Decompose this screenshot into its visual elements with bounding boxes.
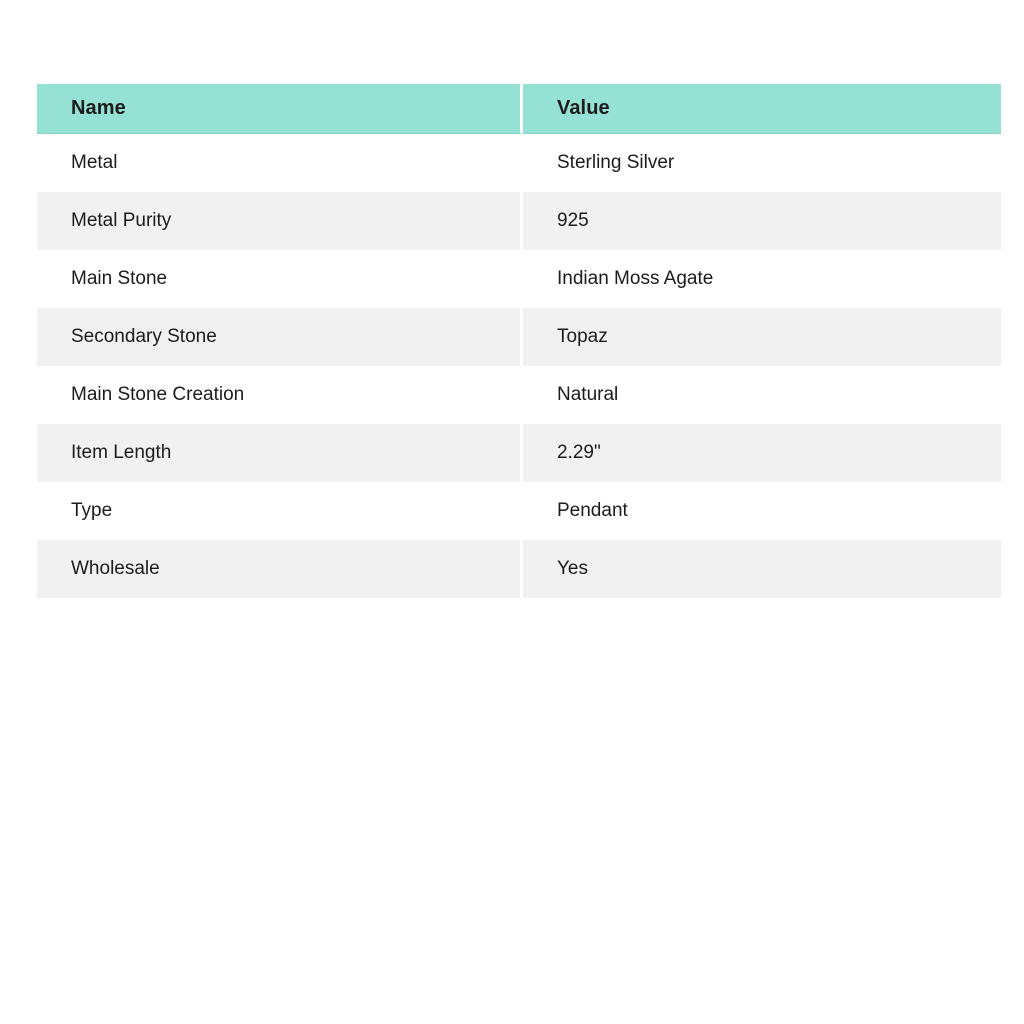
row-value-cell: Pendant: [523, 482, 1001, 540]
row-name-cell: Metal: [37, 134, 523, 192]
table-row: [37, 134, 1001, 192]
row-value-cell: Yes: [523, 540, 1001, 598]
row-value-cell: Natural: [523, 366, 1001, 424]
table-body: [37, 134, 1001, 598]
product-spec-table: [37, 84, 1001, 598]
row-name-cell: Item Length: [37, 424, 523, 482]
table-row: [37, 540, 1001, 598]
row-value-cell: 2.29": [523, 424, 1001, 482]
row-value-cell: Sterling Silver: [523, 134, 1001, 192]
table-row: [37, 366, 1001, 424]
row-name-cell: Main Stone Creation: [37, 366, 523, 424]
row-value-cell: 925: [523, 192, 1001, 250]
row-name-cell: Main Stone: [37, 250, 523, 308]
table-row: [37, 192, 1001, 250]
row-name-cell: Metal Purity: [37, 192, 523, 250]
table-row: [37, 482, 1001, 540]
row-name-cell: Secondary Stone: [37, 308, 523, 366]
row-name-cell: Type: [37, 482, 523, 540]
column-header-name: Name: [37, 84, 523, 134]
row-name-cell: Wholesale: [37, 540, 523, 598]
row-value-cell: Topaz: [523, 308, 1001, 366]
table-row: [37, 308, 1001, 366]
table-row: [37, 424, 1001, 482]
column-header-value: Value: [523, 84, 1001, 134]
table-row: [37, 250, 1001, 308]
row-value-cell: Indian Moss Agate: [523, 250, 1001, 308]
table-header-row: [37, 84, 1001, 134]
